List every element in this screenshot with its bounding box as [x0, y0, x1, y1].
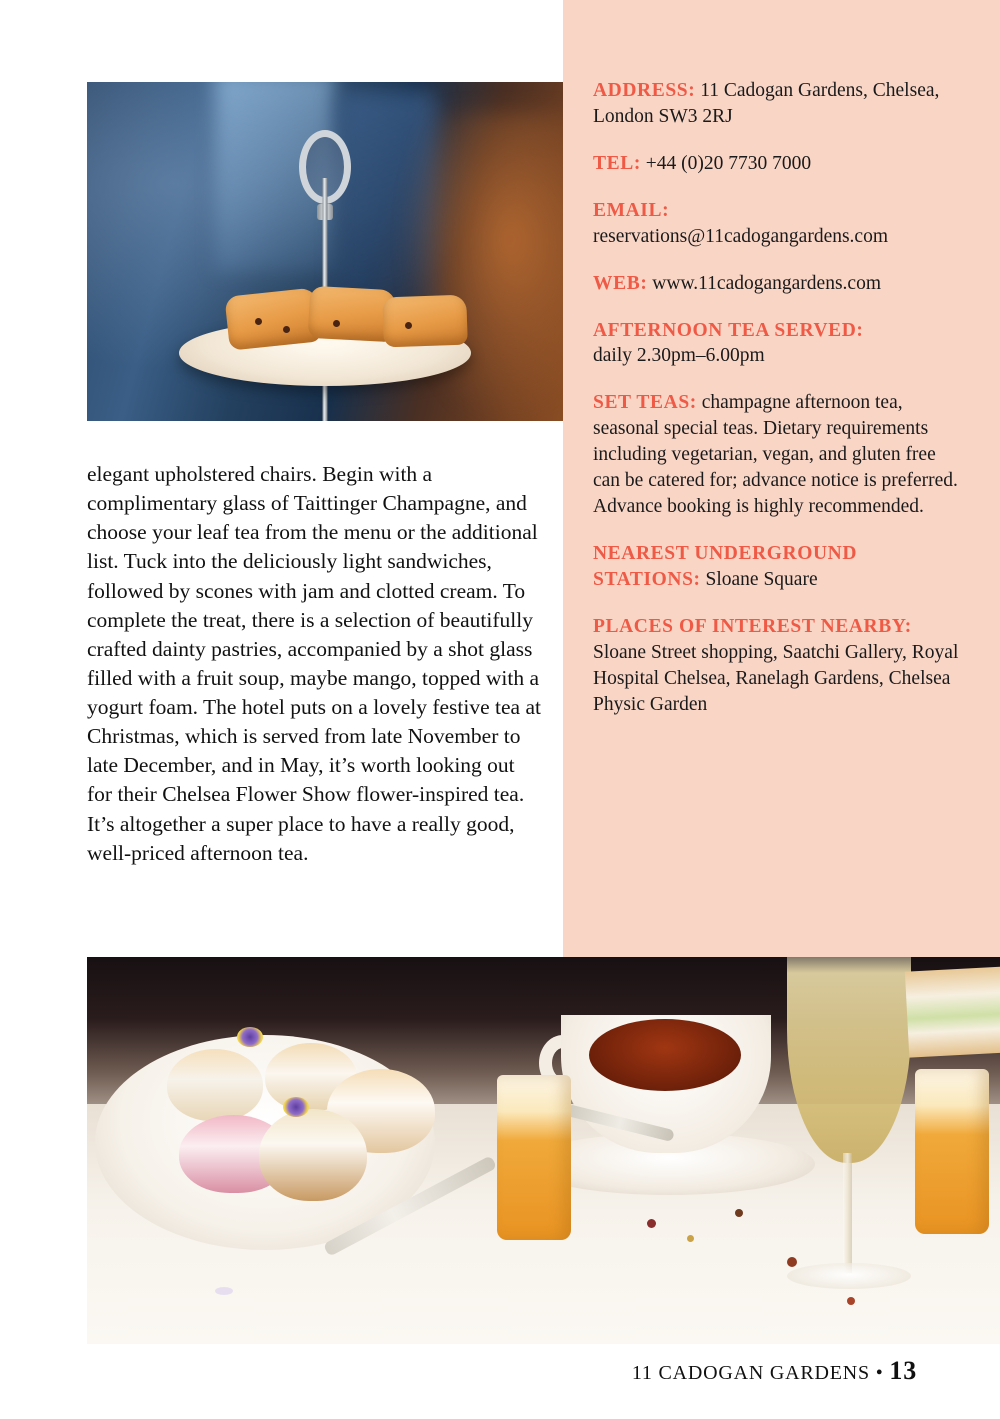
tea-leaf-crumb	[687, 1235, 694, 1242]
info-underground	[593, 541, 964, 593]
info-set-teas-value: champagne afternoon tea, seasonal special teas. Dietary requirements including vegetarian, vegan, and gluten free can be catered for; advance notice is preferred. Advance booking is highly recommended.	[593, 392, 958, 518]
info-tea-served-label: AFTERNOON TEA SERVED:	[593, 319, 864, 341]
footer-title: 11 CADOGAN GARDENS	[631, 1362, 870, 1384]
page-footer	[0, 1356, 1000, 1386]
info-email-value[interactable]: reservations@11cadogangardens.com	[593, 225, 889, 247]
fruit-soup-shot-glass	[497, 1075, 571, 1240]
info-set-teas-label: SET TEAS:	[593, 392, 697, 414]
info-web	[593, 271, 964, 297]
info-tea-served-value: daily 2.30pm–6.00pm	[593, 345, 765, 367]
info-panel	[563, 0, 1000, 957]
petal	[215, 1287, 233, 1295]
edible-flower	[237, 1027, 263, 1047]
info-tel-value: +44 (0)20 7730 7000	[645, 152, 812, 174]
currant	[405, 322, 412, 329]
info-web-label: WEB:	[593, 272, 648, 294]
finger-sandwich	[905, 962, 1000, 1057]
afternoon-tea-stand-photo	[87, 82, 563, 421]
info-web-value[interactable]: www.11cadogangardens.com	[652, 272, 881, 294]
fruit-soup-shot-glass	[915, 1069, 989, 1234]
info-places-value: Sloane Street shopping, Saatchi Gallery, Royal Hospital Chelsea, Ranelagh Gardens, Chelsea Physic Garden	[593, 641, 959, 715]
page-number: 13	[889, 1356, 917, 1385]
edible-flower	[283, 1097, 309, 1117]
info-places	[593, 614, 964, 718]
info-tel	[593, 151, 964, 177]
info-set-teas	[593, 390, 964, 520]
scone	[224, 287, 321, 350]
info-tel-label: TEL:	[593, 152, 641, 174]
info-address	[593, 78, 964, 130]
tea-leaf-crumb	[647, 1219, 656, 1228]
info-address-value: 11 Cadogan Gardens, Chelsea, London SW3 2RJ	[593, 80, 940, 127]
flute-stem	[843, 1153, 852, 1273]
footer-separator: •	[875, 1362, 884, 1384]
info-email-label: EMAIL:	[593, 199, 670, 221]
info-address-label: ADDRESS:	[593, 80, 696, 101]
macaron	[167, 1049, 263, 1121]
currant	[283, 326, 290, 333]
info-underground-value: Sloane Square	[705, 568, 818, 590]
flute-foot	[787, 1263, 911, 1289]
currant	[255, 318, 262, 325]
tea-leaf-crumb	[735, 1209, 743, 1217]
scone	[382, 295, 468, 348]
info-email	[593, 198, 964, 250]
info-places-label: PLACES OF INTEREST NEARBY:	[593, 615, 912, 637]
cream-cake	[259, 1109, 367, 1201]
tea-leaf-crumb	[787, 1257, 797, 1267]
article-body: elegant upholstered chairs. Begin with a complimentary glass of Taittinger Champagne, and choose your leaf tea from the menu or the additional list. Tuck into the deliciously light sandwiches, followed by scones with jam and clotted cream. To complete the treat, there is a selection of beautifully crafted dainty pastries, accompanied by a shot glass filled with a fruit soup, maybe mango, topped with a yogurt foam. The hotel puts on a lovely festive tea at Christmas, which is served from late November to late December, and in May, it’s worth looking out for their Chelsea Flower Show flower-inspired tea. It’s altogether a super place to have a really good, well-priced afternoon tea.	[87, 462, 541, 865]
info-underground-label: NEAREST UNDERGROUND STATIONS:	[593, 542, 858, 590]
brewed-tea	[589, 1019, 741, 1091]
tea-leaf-crumb	[847, 1297, 855, 1305]
info-tea-served	[593, 318, 964, 370]
afternoon-tea-table-photo	[87, 957, 1000, 1344]
currant	[333, 320, 340, 327]
